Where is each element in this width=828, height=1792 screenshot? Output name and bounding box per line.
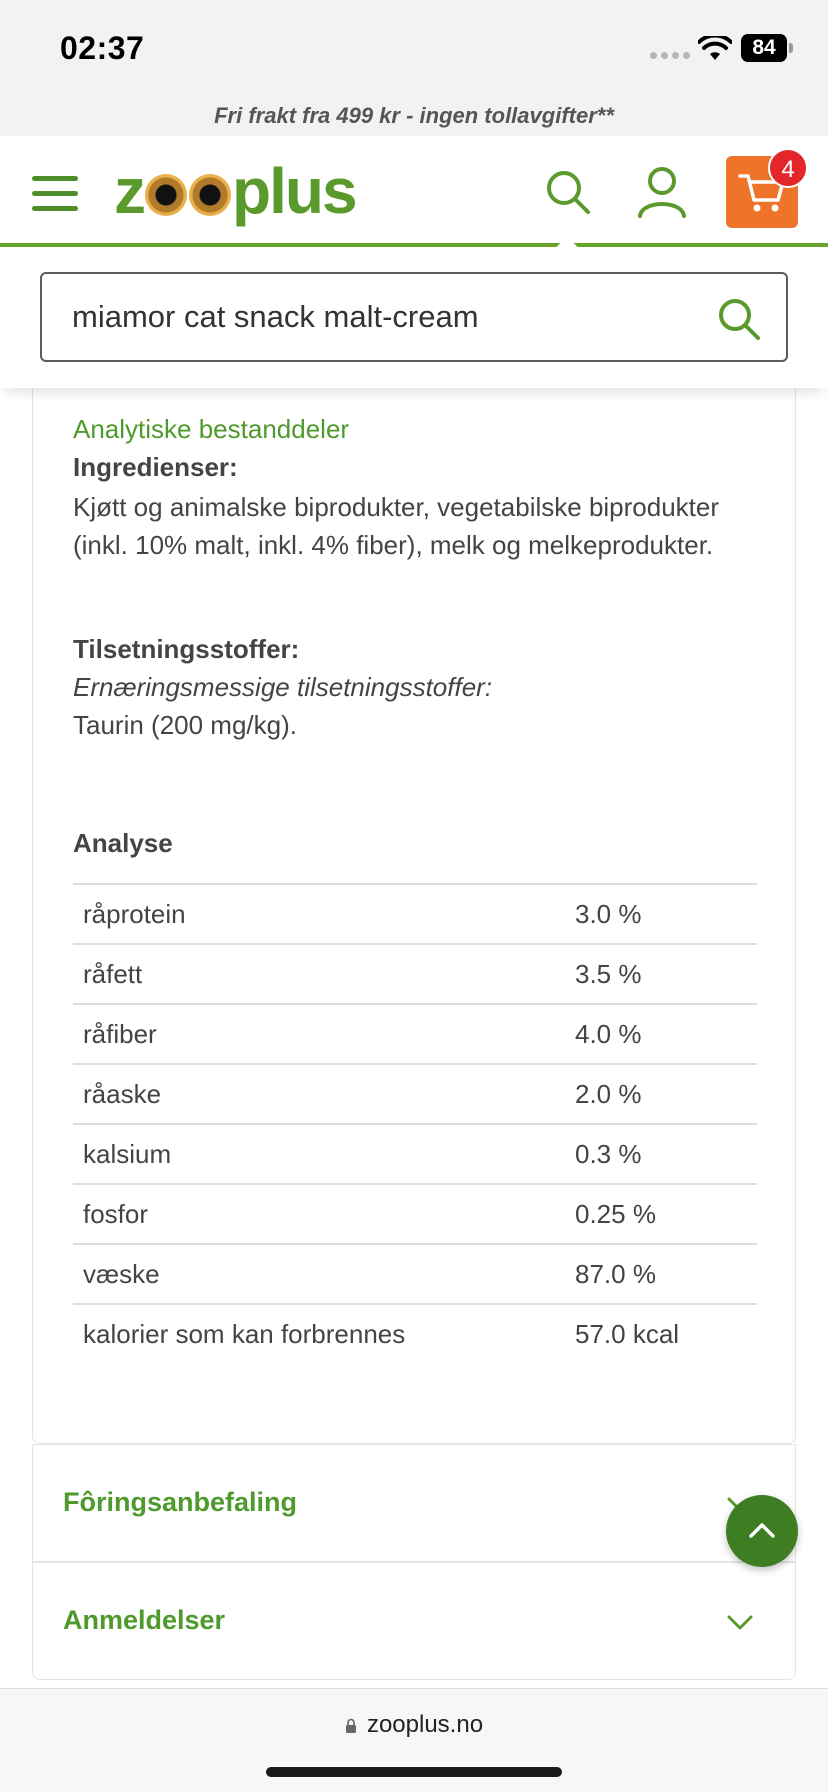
accordion-label: Anmeldelser <box>63 1605 226 1635</box>
table-row <box>73 944 757 1004</box>
additives-title: Tilsetningsstoffer: <box>73 634 300 664</box>
hamburger-menu-button[interactable] <box>32 176 80 212</box>
battery-level: 84 <box>741 34 787 62</box>
feeding-recommendation-accordion[interactable] <box>32 1444 796 1562</box>
table-row <box>73 1124 757 1184</box>
table-row <box>73 1004 757 1064</box>
browser-address-bar <box>0 1688 828 1792</box>
table-row <box>73 1064 757 1124</box>
accordion-label: Fôringsanbefaling <box>63 1487 298 1517</box>
logo-word: plus <box>232 155 356 227</box>
nutrient-name: råfiber <box>73 1004 575 1064</box>
product-details-card <box>32 370 796 1444</box>
nutrient-value: 3.0 % <box>575 884 757 944</box>
search-area <box>0 247 828 388</box>
status-time: 02:37 <box>60 30 145 66</box>
analysis-table <box>73 883 757 1364</box>
nutrient-name: kalsium <box>73 1124 575 1184</box>
account-icon[interactable] <box>636 164 688 220</box>
search-box <box>40 272 788 362</box>
promo-bar[interactable] <box>0 96 828 136</box>
table-row <box>73 1184 757 1244</box>
nutrient-value: 0.25 % <box>575 1184 757 1244</box>
analysis-title: Analyse <box>73 828 173 858</box>
nutrient-name: kalorier som kan forbrennes <box>73 1304 575 1364</box>
nutrient-value: 57.0 kcal <box>575 1304 757 1364</box>
nutrient-name: råaske <box>73 1064 575 1124</box>
promo-text: Fri frakt fra 499 kr - ingen tollavgifter** <box>214 103 614 128</box>
nutrient-name: væske <box>73 1244 575 1304</box>
logo-eye-icon <box>145 174 187 216</box>
nutrient-name: fosfor <box>73 1184 575 1244</box>
table-row <box>73 1304 757 1364</box>
table-row <box>73 884 757 944</box>
table-row <box>73 1244 757 1304</box>
nutrient-name: råprotein <box>73 884 575 944</box>
ingredients-title: Ingredienser: <box>73 452 238 482</box>
search-icon[interactable] <box>542 166 594 218</box>
cellular-signal-icon <box>650 52 690 59</box>
lock-icon <box>345 1718 357 1733</box>
url-field[interactable] <box>0 1711 828 1739</box>
ingredients-text: Kjøtt og animalske biprodukter, vegetabilske biprodukter (inkl. 10% malt, inkl. 4% fiber), melk og melkeprodukter. <box>73 492 720 560</box>
nutrient-value: 0.3 % <box>575 1124 757 1184</box>
analytic-constituents-link[interactable]: Analytiske bestanddeler <box>73 414 350 444</box>
site-header <box>0 136 828 247</box>
nutrient-value: 87.0 % <box>575 1244 757 1304</box>
nutrient-value: 4.0 % <box>575 1004 757 1064</box>
chevron-up-icon <box>747 1517 777 1545</box>
zooplus-logo[interactable] <box>114 155 356 227</box>
additives-subtitle: Ernæringsmessige tilsetningsstoffer: <box>73 672 493 702</box>
search-input[interactable] <box>72 294 692 340</box>
url-text: zooplus.no <box>366 1711 484 1738</box>
status-bar <box>0 0 828 96</box>
nutrient-value: 2.0 % <box>575 1064 757 1124</box>
nutrient-value: 3.5 % <box>575 944 757 1004</box>
logo-eye-icon <box>189 174 231 216</box>
additives-text: Taurin (200 mg/kg). <box>73 710 297 740</box>
home-indicator[interactable] <box>266 1767 562 1777</box>
cart-count-badge: 4 <box>768 148 808 188</box>
logo-letter: z <box>114 155 144 227</box>
wifi-icon <box>698 36 732 62</box>
chevron-down-icon <box>725 1607 755 1637</box>
nutrient-name: råfett <box>73 944 575 1004</box>
search-submit-icon[interactable] <box>714 294 764 344</box>
reviews-accordion[interactable] <box>32 1562 796 1680</box>
battery-icon <box>741 34 793 62</box>
back-to-top-button[interactable] <box>726 1495 798 1567</box>
